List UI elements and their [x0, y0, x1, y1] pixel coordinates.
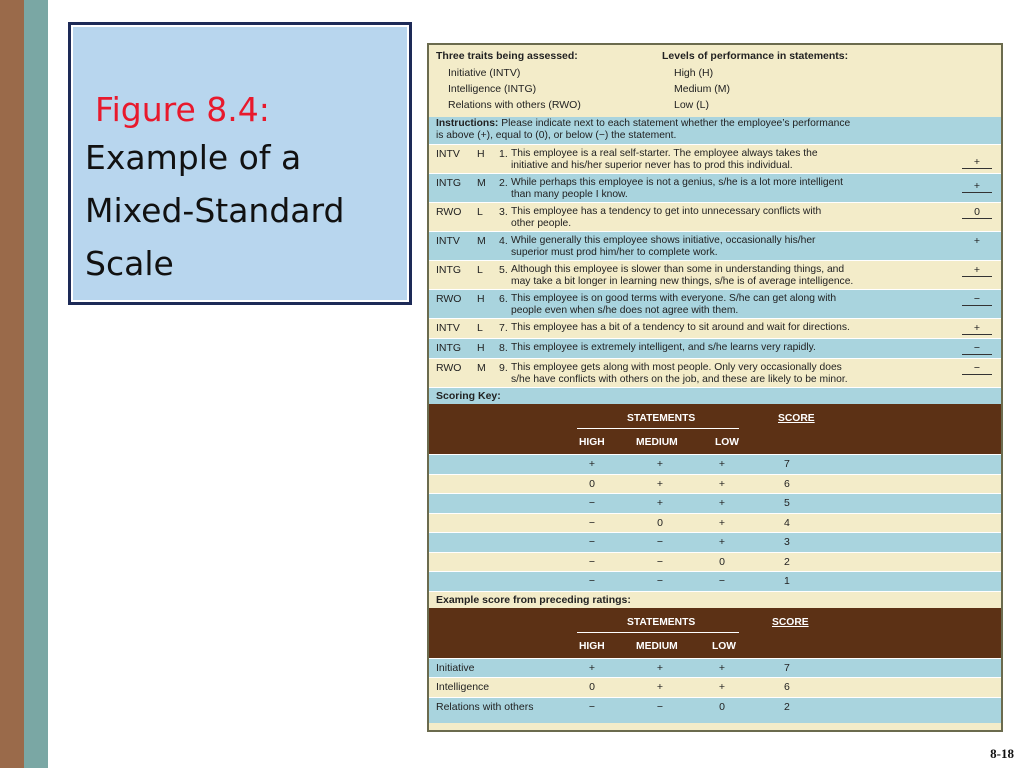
- statement-number: 8.: [499, 342, 508, 354]
- cell-medium: −: [656, 700, 664, 713]
- figure-header: [429, 45, 1001, 117]
- traits-heading: Three traits being assessed:: [436, 50, 578, 62]
- example-trait: Initiative: [436, 661, 475, 674]
- cell-score: 5: [784, 497, 790, 509]
- statement-line-2: initiative and his/her superior never has to prod this individual.: [511, 160, 793, 171]
- example-row: [429, 697, 1001, 723]
- statement-text: [511, 264, 911, 288]
- statement-number: 3.: [499, 206, 508, 218]
- cell-high: 0: [589, 681, 595, 693]
- cell-medium: 0: [657, 516, 663, 529]
- title-line-3: Scale: [85, 244, 174, 283]
- scoring-row: [429, 571, 1001, 591]
- statement-text: [511, 148, 911, 172]
- statement-number: 9.: [499, 362, 508, 374]
- cell-high: +: [588, 458, 596, 470]
- statement-text: This employee is extremely intelligent, and s/he learns very rapidly.: [511, 342, 816, 353]
- cell-low: +: [718, 516, 726, 529]
- example-row: [429, 677, 1001, 697]
- cell-medium: −: [656, 536, 664, 548]
- cell-high: −: [588, 497, 596, 509]
- statement-text: [511, 177, 911, 201]
- scoring-row: [429, 552, 1001, 572]
- scoring-row: [429, 532, 1001, 552]
- statements-heading: STATEMENTS: [627, 616, 696, 628]
- col-high: HIGH: [579, 640, 605, 652]
- cell-medium: −: [656, 575, 664, 587]
- statement-level: M: [477, 362, 486, 374]
- scoring-row: [429, 493, 1001, 513]
- cell-low: +: [718, 497, 726, 509]
- title-inner: [71, 25, 409, 302]
- statement-line-2: s/he have conflicts with others on the job, and these are likely to be minor.: [511, 374, 848, 385]
- statement-rating: +: [962, 156, 992, 169]
- statement-line-1: This employee gets along with most people. Only very occasionally does: [511, 362, 842, 373]
- statement-rating: +: [973, 235, 981, 247]
- statement-rating: −: [962, 362, 992, 375]
- statement-line-1: This employee has a tendency to get into unnecessary conflicts with: [511, 206, 822, 217]
- example-row: [429, 658, 1001, 678]
- statement-row: [429, 144, 1001, 173]
- statement-trait: INTG: [436, 342, 462, 354]
- statement-level: H: [477, 148, 485, 160]
- cell-score: 7: [784, 661, 790, 674]
- cell-low: 0: [719, 555, 725, 568]
- example-trait: Intelligence: [436, 681, 490, 693]
- statement-line-2: than many people I know.: [511, 189, 628, 200]
- cell-low: 0: [719, 700, 725, 713]
- cell-high: −: [588, 575, 596, 587]
- col-medium: MEDIUM: [636, 437, 678, 448]
- level-1: High (H): [674, 67, 714, 79]
- statement-level: L: [477, 264, 483, 276]
- statement-level: L: [477, 206, 483, 218]
- level-3: Low (L): [674, 99, 710, 111]
- statements-rule: [577, 428, 739, 429]
- cell-medium: −: [656, 555, 664, 568]
- scoring-row: [429, 474, 1001, 494]
- levels-heading: Levels of performance in statements:: [662, 50, 849, 62]
- statement-number: 7.: [499, 322, 508, 334]
- statement-number: 6.: [499, 293, 508, 305]
- statement-number: 4.: [499, 235, 508, 247]
- left-stripe-teal: [24, 0, 48, 768]
- left-stripe-brown: [0, 0, 24, 768]
- trait-1: Initiative (INTV): [448, 67, 521, 79]
- cell-low: +: [718, 681, 726, 693]
- statement-row: [429, 231, 1001, 260]
- statement-row: [429, 202, 1001, 231]
- statement-line-2: other people.: [511, 218, 572, 229]
- statement-text: [511, 235, 911, 259]
- statement-level: H: [477, 293, 485, 305]
- statement-row: [429, 318, 1001, 338]
- statements-rule: [577, 632, 739, 633]
- trait-2: Intelligence (INTG): [448, 83, 537, 95]
- statement-trait: RWO: [436, 206, 462, 218]
- figure-number: Figure 8.4:: [95, 90, 270, 129]
- cell-high: +: [588, 661, 596, 674]
- cell-score: 6: [784, 681, 790, 693]
- col-low: LOW: [715, 437, 740, 448]
- statement-trait: INTG: [436, 177, 462, 189]
- score-heading: SCORE: [772, 616, 809, 628]
- statement-level: M: [477, 177, 486, 189]
- statement-trait: RWO: [436, 293, 462, 305]
- cell-low: +: [718, 458, 726, 470]
- instructions-label: Instructions:: [436, 118, 499, 129]
- col-medium: MEDIUM: [636, 640, 678, 652]
- cell-high: −: [588, 700, 596, 713]
- statement-row: [429, 338, 1001, 358]
- cell-score: 1: [784, 575, 790, 587]
- cell-score: 3: [784, 536, 790, 548]
- statement-line-2: superior must prod him/her to complete work.: [511, 247, 718, 258]
- statement-trait: INTV: [436, 148, 460, 160]
- statement-rating: +: [962, 180, 992, 193]
- statement-number: 2.: [499, 177, 508, 189]
- instructions-line-1: Please indicate next to each statement whether the employee’s performance: [501, 118, 851, 129]
- statement-line-1: This employee is on good terms with everyone. S/he can get along with: [511, 293, 837, 304]
- cell-medium: +: [656, 661, 664, 674]
- scoring-row: [429, 454, 1001, 474]
- statement-text: [511, 206, 911, 230]
- statement-trait: RWO: [436, 362, 462, 374]
- statement-line-2: may take a bit longer in learning new things, s/he is of average intelligence.: [511, 276, 854, 287]
- statement-text: This employee has a bit of a tendency to sit around and wait for directions.: [511, 322, 850, 333]
- statement-text: [511, 293, 911, 317]
- page-number: 8-18: [990, 746, 1014, 761]
- statement-trait: INTV: [436, 235, 460, 247]
- mixed-standard-scale-figure: [427, 43, 1003, 732]
- example-trait: Relations with others: [436, 700, 534, 713]
- example-header: [429, 608, 1001, 658]
- statement-line-1: While generally this employee shows initiative, occasionally his/her: [511, 235, 816, 246]
- title-line-1: Example of a: [85, 138, 302, 177]
- statement-level: M: [477, 235, 486, 247]
- statement-rating: −: [962, 342, 992, 355]
- statement-trait: INTV: [436, 322, 460, 334]
- cell-low: −: [718, 575, 726, 587]
- statement-rating: +: [962, 322, 992, 335]
- cell-score: 7: [784, 458, 790, 470]
- statement-level: H: [477, 342, 485, 354]
- statement-row: [429, 173, 1001, 202]
- instructions-line-2: is above (+), equal to (0), or below (−) the statement.: [436, 130, 677, 141]
- statement-row: [429, 260, 1001, 289]
- statement-rating: +: [962, 264, 992, 277]
- statement-row: [429, 289, 1001, 318]
- cell-medium: +: [656, 681, 664, 693]
- cell-score: 2: [784, 555, 790, 568]
- scoring-key-label: Scoring Key:: [429, 387, 1001, 404]
- instructions: [429, 117, 1001, 144]
- scoring-row: [429, 513, 1001, 533]
- cell-medium: +: [656, 497, 664, 509]
- cell-medium: +: [656, 458, 664, 470]
- statement-number: 5.: [499, 264, 508, 276]
- cell-score: 6: [784, 477, 790, 490]
- statement-rating: 0: [962, 206, 992, 219]
- col-high: HIGH: [579, 437, 605, 448]
- cell-score: 4: [784, 516, 790, 529]
- cell-medium: +: [656, 477, 664, 490]
- statement-line-1: This employee is a real self-starter. The employee always takes the: [511, 148, 818, 159]
- level-2: Medium (M): [674, 83, 731, 95]
- cell-low: +: [718, 536, 726, 548]
- example-label: Example score from preceding ratings:: [429, 591, 1001, 608]
- cell-low: +: [718, 477, 726, 490]
- statement-line-1: While perhaps this employee is not a genius, s/he is a lot more intelligent: [511, 177, 843, 188]
- cell-high: −: [588, 516, 596, 529]
- statement-line-1: Although this employee is slower than some in understanding things, and: [511, 264, 845, 275]
- statement-line-2: people even when s/he does not agree with them.: [511, 305, 739, 316]
- statement-level: L: [477, 322, 483, 334]
- title-box: [68, 22, 412, 305]
- cell-low: +: [718, 661, 726, 674]
- statement-number: 1.: [499, 148, 508, 160]
- title-line-2: Mixed-Standard: [85, 191, 345, 230]
- cell-high: −: [588, 555, 596, 568]
- cell-score: 2: [784, 700, 790, 713]
- statements-heading: STATEMENTS: [627, 413, 696, 424]
- statement-trait: INTG: [436, 264, 462, 276]
- trait-3: Relations with others (RWO): [448, 99, 581, 111]
- statement-rating: −: [962, 293, 992, 306]
- col-low: LOW: [712, 640, 737, 652]
- cell-high: −: [588, 536, 596, 548]
- cell-high: 0: [589, 477, 595, 490]
- statement-row: [429, 358, 1001, 387]
- statement-text: [511, 362, 911, 386]
- scoring-key-header: [429, 404, 1001, 454]
- score-heading: SCORE: [778, 413, 815, 424]
